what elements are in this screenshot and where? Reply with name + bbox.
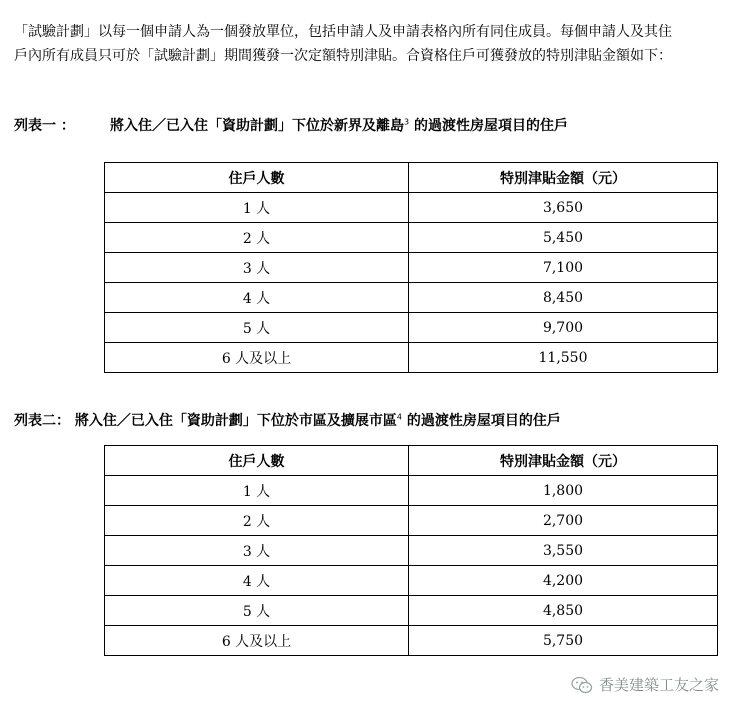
allowance-cell: 8,450: [409, 283, 718, 313]
household-size-cell: 4 人: [105, 566, 409, 596]
column-header-household-size: 住戶人數: [105, 163, 409, 193]
allowance-cell: 4,200: [409, 566, 718, 596]
household-size-cell: 6 人及以上: [105, 626, 409, 656]
table-row: [105, 566, 718, 596]
watermark: [571, 674, 719, 695]
table1-label: 列表一 ：: [14, 118, 75, 134]
table1-header-row: [105, 163, 718, 193]
table2-title-suffix: 的過渡性房屋項目的住戶: [401, 413, 561, 429]
intro-line-2: 戶內所有成員只可於「試驗計劃」期間獲發一次定額特別津貼。合資格住戶可獲發放的特別津貼金額如下：: [14, 48, 672, 64]
household-size-cell: 3 人: [105, 253, 409, 283]
allowance-cell: 7,100: [409, 253, 718, 283]
table2-label: 列表二：: [14, 413, 70, 429]
household-size-cell: 5 人: [105, 596, 409, 626]
allowance-cell: 4,850: [409, 596, 718, 626]
table-row: [105, 283, 718, 313]
table-row: [105, 253, 718, 283]
household-size-cell: 2 人: [105, 506, 409, 536]
column-header-allowance: 特別津貼金額（元）: [409, 163, 718, 193]
allowance-cell: 5,450: [409, 223, 718, 253]
allowance-cell: 9,700: [409, 313, 718, 343]
table1-title-text: 將入住／已入住「資助計劃」下位於新界及離島: [110, 118, 404, 134]
table2: [104, 445, 718, 656]
wechat-icon: [571, 676, 593, 694]
allowance-cell: 11,550: [409, 343, 718, 373]
allowance-cell: 5,750: [409, 626, 718, 656]
allowance-cell: 1,800: [409, 476, 718, 506]
table2-title: [14, 410, 561, 430]
household-size-cell: 1 人: [105, 476, 409, 506]
watermark-text: 香美建築工友之家: [598, 676, 719, 694]
table-row: [105, 536, 718, 566]
table-row: [105, 343, 718, 373]
intro-paragraph: [14, 20, 726, 68]
table2-title-text: 將入住／已入住「資助計劃」下位於市區及擴展市區: [70, 413, 397, 429]
allowance-cell: 3,550: [409, 536, 718, 566]
table-row: [105, 626, 718, 656]
table-row: [105, 476, 718, 506]
table1-footnote-ref: 3: [404, 117, 410, 127]
household-size-cell: 3 人: [105, 536, 409, 566]
table-row: [105, 313, 718, 343]
table1-title-suffix: 的過渡性房屋項目的住戶: [409, 118, 568, 134]
household-size-cell: 1 人: [105, 193, 409, 223]
table-row: [105, 223, 718, 253]
table-row: [105, 193, 718, 223]
table2-header-row: [105, 446, 718, 476]
household-size-cell: 6 人及以上: [105, 343, 409, 373]
intro-line-1: 「試驗計劃」以每一個申請人為一個發放單位，包括申請人及申請表格內所有同住成員。每個申請人及其住: [14, 24, 672, 40]
household-size-cell: 2 人: [105, 223, 409, 253]
table-row: [105, 596, 718, 626]
household-size-cell: 4 人: [105, 283, 409, 313]
household-size-cell: 5 人: [105, 313, 409, 343]
table-row: [105, 506, 718, 536]
column-header-household-size: 住戶人數: [105, 446, 409, 476]
allowance-cell: 2,700: [409, 506, 718, 536]
table2-footnote-ref: 4: [396, 412, 402, 422]
column-header-allowance: 特別津貼金額（元）: [409, 446, 718, 476]
table1-title: [14, 115, 568, 135]
table1: [104, 162, 718, 373]
allowance-cell: 3,650: [409, 193, 718, 223]
